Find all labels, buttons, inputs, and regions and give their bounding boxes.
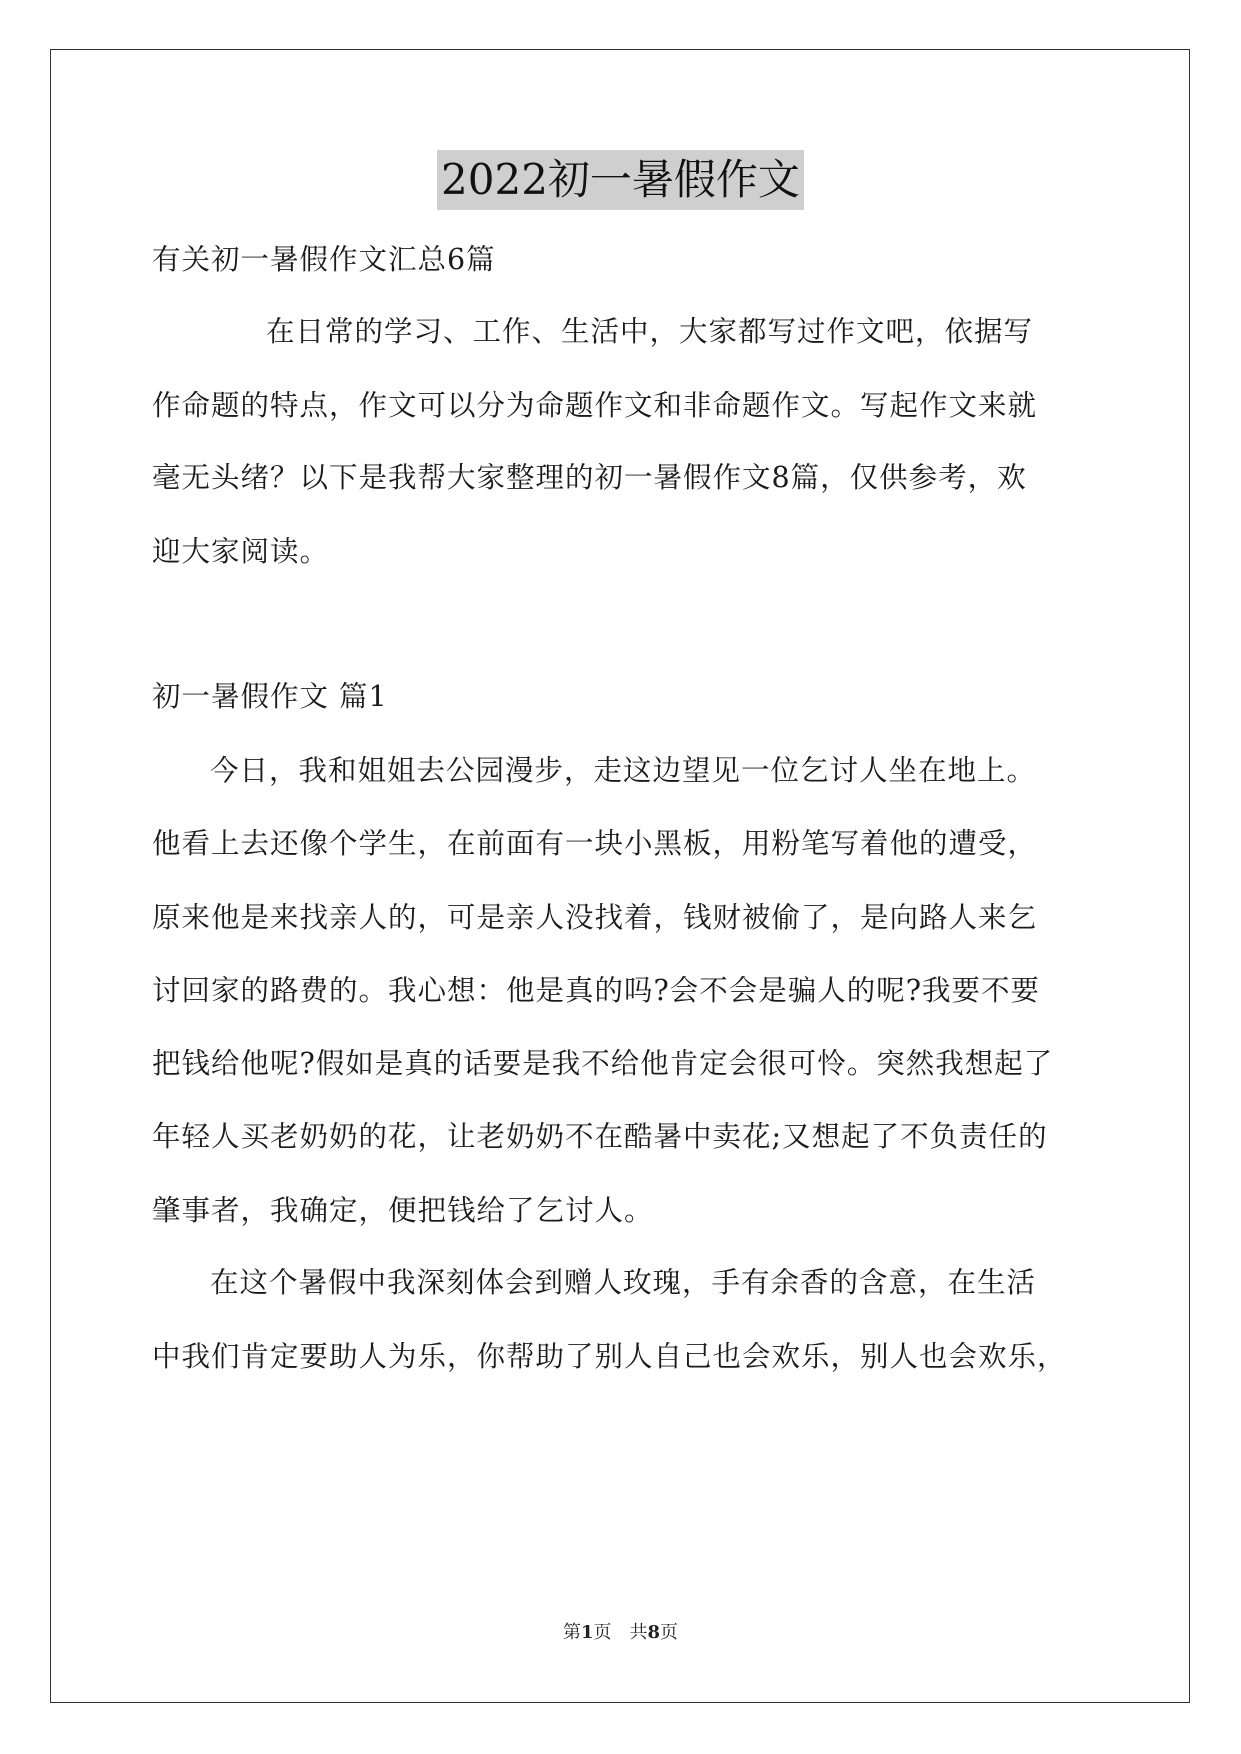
paragraph-line: 原来他是来找亲人的，可是亲人没找着，钱财被偷了，是向路人来乞 — [152, 901, 1038, 934]
paragraph-line: 讨回家的路费的。我心想：他是真的吗?会不会是骗人的呢?我要不要 — [152, 974, 1041, 1007]
page-border — [50, 49, 1190, 1703]
paragraph-line: 他看上去还像个学生，在前面有一块小黑板，用粉笔写着他的遭受， — [152, 827, 1038, 860]
intro-line: 毫无头绪？以下是我帮大家整理的初一暑假作文8篇，仅供参考，欢 — [152, 461, 1027, 494]
document-subtitle: 有关初一暑假作文汇总6篇 — [152, 243, 496, 276]
paragraph-line: 今日，我和姐姐去公园漫步，走这边望见一位乞讨人坐在地上。 — [210, 754, 1037, 787]
intro-line: 迎大家阅读。 — [152, 535, 330, 568]
page-footer — [0, 1618, 1241, 1644]
footer-prefix: 第 — [562, 1622, 581, 1643]
page-total-number: 8 — [647, 1622, 661, 1643]
paragraph-line: 在这个暑假中我深刻体会到赠人玫瑰，手有余香的含意，在生活 — [210, 1266, 1037, 1299]
section-heading: 初一暑假作文 篇1 — [152, 680, 388, 713]
intro-line: 在日常的学习、工作、生活中，大家都写过作文吧，依据写 — [266, 315, 1034, 348]
footer-suffix: 页 — [660, 1622, 679, 1643]
paragraph-line: 肇事者，我确定，便把钱给了乞讨人。 — [152, 1194, 654, 1227]
document-title: 2022初一暑假作文 — [437, 150, 804, 210]
page-current-number: 1 — [580, 1622, 594, 1643]
footer-mid: 页 共 — [593, 1622, 648, 1643]
paragraph-line: 把钱给他呢?假如是真的话要是我不给他肯定会很可怜。突然我想起了 — [152, 1047, 1054, 1080]
paragraph-line: 中我们肯定要助人为乐，你帮助了别人自己也会欢乐，别人也会欢乐， — [152, 1340, 1067, 1373]
title-container — [0, 150, 1241, 210]
paragraph-line: 年轻人买老奶奶的花，让老奶奶不在酷暑中卖花;又想起了不负责任的 — [152, 1120, 1048, 1153]
intro-line: 作命题的特点，作文可以分为命题作文和非命题作文。写起作文来就 — [152, 389, 1038, 422]
